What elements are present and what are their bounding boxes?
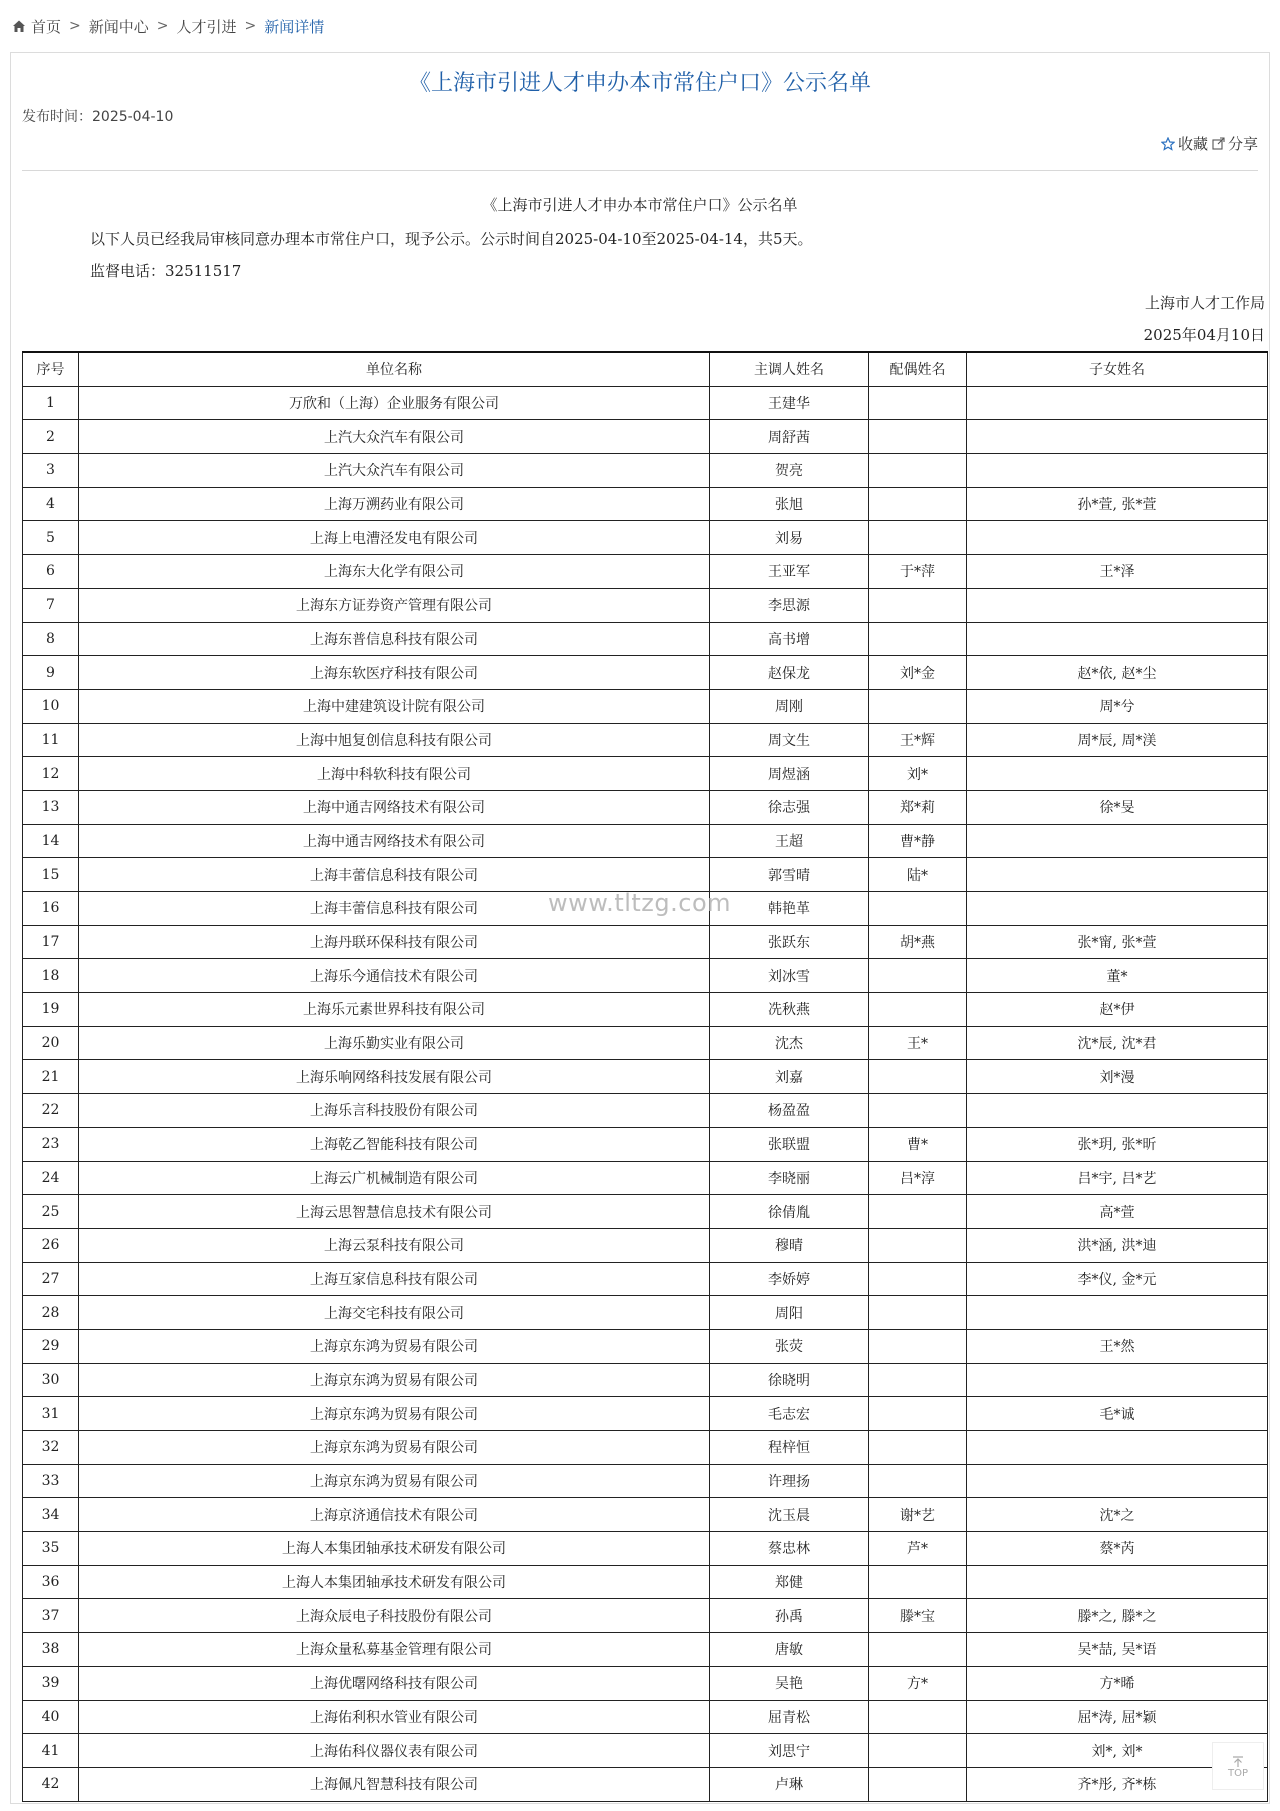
cell-children: 齐*彤, 齐*栋 (967, 1767, 1268, 1801)
table-row (23, 1094, 1268, 1128)
cell-children (967, 1431, 1268, 1465)
cell-applicant: 王建华 (710, 386, 869, 420)
back-to-top-label: TOP (1227, 1767, 1248, 1779)
talent-list-table (22, 351, 1268, 1802)
cell-children (967, 1094, 1268, 1128)
cell-children (967, 858, 1268, 892)
cell-applicant: 唐敏 (710, 1633, 869, 1667)
cell-children (967, 824, 1268, 858)
cell-spouse: 曹* (869, 1127, 967, 1161)
table-row (23, 1296, 1268, 1330)
cell-index: 17 (23, 925, 79, 959)
cell-children: 董* (967, 959, 1268, 993)
cell-index: 36 (23, 1565, 79, 1599)
cell-children (967, 1296, 1268, 1330)
cell-children (967, 1363, 1268, 1397)
cell-children: 滕*之, 滕*之 (967, 1599, 1268, 1633)
cell-spouse (869, 588, 967, 622)
table-row (23, 689, 1268, 723)
table-row (23, 588, 1268, 622)
cell-children (967, 1464, 1268, 1498)
cell-children: 沈*辰, 沈*君 (967, 1026, 1268, 1060)
cell-index: 38 (23, 1633, 79, 1667)
table-row (23, 1464, 1268, 1498)
cell-applicant: 周舒茜 (710, 420, 869, 454)
cell-applicant: 刘嘉 (710, 1060, 869, 1094)
cell-applicant: 韩艳革 (710, 892, 869, 926)
cell-index: 35 (23, 1532, 79, 1566)
cell-company: 上海京东鸿为贸易有限公司 (79, 1464, 710, 1498)
cell-company: 上海乐元素世界科技有限公司 (79, 993, 710, 1027)
cell-company: 上海佑利积水管业有限公司 (79, 1700, 710, 1734)
cell-company: 上海东方证券资产管理有限公司 (79, 588, 710, 622)
cell-index: 26 (23, 1228, 79, 1262)
cell-applicant: 吴艳 (710, 1666, 869, 1700)
cell-applicant: 李娇婷 (710, 1262, 869, 1296)
cell-applicant: 刘易 (710, 521, 869, 555)
cell-children (967, 386, 1268, 420)
table-row (23, 487, 1268, 521)
cell-applicant: 王超 (710, 824, 869, 858)
cell-applicant: 沈杰 (710, 1026, 869, 1060)
cell-children: 刘*漫 (967, 1060, 1268, 1094)
breadcrumb-home[interactable]: 首页 (31, 17, 62, 36)
cell-index: 6 (23, 555, 79, 589)
cell-company: 上汽大众汽车有限公司 (79, 454, 710, 488)
cell-index: 14 (23, 824, 79, 858)
cell-children (967, 420, 1268, 454)
table-row (23, 656, 1268, 690)
cell-children (967, 521, 1268, 555)
cell-index: 31 (23, 1397, 79, 1431)
table-row (23, 1060, 1268, 1094)
cell-spouse (869, 1195, 967, 1229)
notice-date: 2025年04月10日 (1143, 326, 1265, 344)
cell-applicant: 周文生 (710, 723, 869, 757)
cell-applicant: 沈玉晨 (710, 1498, 869, 1532)
cell-applicant: 郑健 (710, 1565, 869, 1599)
cell-children: 王*泽 (967, 555, 1268, 589)
cell-company: 上海乐言科技股份有限公司 (79, 1094, 710, 1128)
cell-index: 39 (23, 1666, 79, 1700)
cell-applicant: 周煜涵 (710, 757, 869, 791)
cell-applicant: 徐晓明 (710, 1363, 869, 1397)
cell-children: 屈*涛, 屈*颖 (967, 1700, 1268, 1734)
header-spouse: 配偶姓名 (869, 352, 967, 386)
cell-index: 15 (23, 858, 79, 892)
cell-company: 上海中科软科技有限公司 (79, 757, 710, 791)
cell-spouse (869, 521, 967, 555)
header-applicant: 主调人姓名 (710, 352, 869, 386)
table-row (23, 1397, 1268, 1431)
cell-index: 12 (23, 757, 79, 791)
cell-index: 7 (23, 588, 79, 622)
cell-spouse: 滕*宝 (869, 1599, 967, 1633)
table-row (23, 1228, 1268, 1262)
table-row (23, 1363, 1268, 1397)
notice-title: 《上海市引进人才申办本市常住户口》公示名单 (482, 196, 798, 214)
cell-company: 上海交宅科技有限公司 (79, 1296, 710, 1330)
cell-spouse (869, 1397, 967, 1431)
table-row (23, 1161, 1268, 1195)
cell-index: 41 (23, 1734, 79, 1768)
arrow-up-icon (1231, 1754, 1245, 1768)
cell-index: 24 (23, 1161, 79, 1195)
cell-applicant: 孙禹 (710, 1599, 869, 1633)
cell-index: 29 (23, 1329, 79, 1363)
cell-index: 1 (23, 386, 79, 420)
cell-spouse (869, 1431, 967, 1465)
table-row (23, 1329, 1268, 1363)
cell-index: 33 (23, 1464, 79, 1498)
notice-intro: 以下人员已经我局审核同意办理本市常住户口，现予公示。公示时间自2025-04-10至2025-04-14，共5天。 (90, 230, 813, 248)
cell-index: 25 (23, 1195, 79, 1229)
header-index: 序号 (23, 352, 79, 386)
cell-index: 11 (23, 723, 79, 757)
cell-company: 上海中旭复创信息科技有限公司 (79, 723, 710, 757)
cell-spouse (869, 1633, 967, 1667)
cell-applicant: 刘冰雪 (710, 959, 869, 993)
cell-index: 20 (23, 1026, 79, 1060)
cell-spouse (869, 487, 967, 521)
table-row (23, 1767, 1268, 1801)
cell-spouse (869, 1700, 967, 1734)
cell-company: 上海上电漕泾发电有限公司 (79, 521, 710, 555)
cell-company: 上海互家信息科技有限公司 (79, 1262, 710, 1296)
cell-applicant: 程梓恒 (710, 1431, 869, 1465)
cell-company: 上海中通吉网络技术有限公司 (79, 790, 710, 824)
cell-spouse (869, 420, 967, 454)
cell-spouse (869, 1094, 967, 1128)
cell-index: 22 (23, 1094, 79, 1128)
cell-spouse: 方* (869, 1666, 967, 1700)
cell-children: 洪*涵, 洪*迪 (967, 1228, 1268, 1262)
cell-spouse: 王* (869, 1026, 967, 1060)
cell-spouse (869, 1767, 967, 1801)
cell-company: 上海丹联环保科技有限公司 (79, 925, 710, 959)
chevron-right-icon: > (156, 18, 169, 34)
cell-company: 上海东软医疗科技有限公司 (79, 656, 710, 690)
cell-company: 上海乐勤实业有限公司 (79, 1026, 710, 1060)
cell-company: 上海京东鸿为贸易有限公司 (79, 1363, 710, 1397)
favorite-button[interactable] (1161, 133, 1208, 154)
cell-applicant: 毛志宏 (710, 1397, 869, 1431)
cell-spouse (869, 1262, 967, 1296)
table-row (23, 1700, 1268, 1734)
table-row (23, 622, 1268, 656)
cell-children: 蔡*芮 (967, 1532, 1268, 1566)
cell-spouse: 芦* (869, 1532, 967, 1566)
divider (22, 170, 1258, 171)
cell-index: 10 (23, 689, 79, 723)
share-button[interactable] (1212, 133, 1258, 154)
table-row (23, 1498, 1268, 1532)
cell-spouse: 陆* (869, 858, 967, 892)
cell-applicant: 李晓丽 (710, 1161, 869, 1195)
cell-spouse: 王*辉 (869, 723, 967, 757)
cell-index: 34 (23, 1498, 79, 1532)
cell-company: 上海中通吉网络技术有限公司 (79, 824, 710, 858)
table-row (23, 1532, 1268, 1566)
cell-company: 上海京东鸿为贸易有限公司 (79, 1329, 710, 1363)
cell-children: 吕*宇, 吕*艺 (967, 1161, 1268, 1195)
cell-index: 30 (23, 1363, 79, 1397)
table-row (23, 993, 1268, 1027)
cell-company: 上海众量私募基金管理有限公司 (79, 1633, 710, 1667)
cell-index: 32 (23, 1431, 79, 1465)
cell-index: 3 (23, 454, 79, 488)
cell-spouse: 刘* (869, 757, 967, 791)
cell-applicant: 李思源 (710, 588, 869, 622)
cell-applicant: 郭雪晴 (710, 858, 869, 892)
table-row (23, 1599, 1268, 1633)
cell-children (967, 757, 1268, 791)
cell-children: 张*甯, 张*萱 (967, 925, 1268, 959)
cell-index: 16 (23, 892, 79, 926)
table-row (23, 925, 1268, 959)
cell-company: 上海乾乙智能科技有限公司 (79, 1127, 710, 1161)
cell-index: 28 (23, 1296, 79, 1330)
cell-applicant: 贺亮 (710, 454, 869, 488)
cell-spouse: 刘*金 (869, 656, 967, 690)
cell-index: 42 (23, 1767, 79, 1801)
cell-children: 张*玥, 张*昕 (967, 1127, 1268, 1161)
cell-spouse (869, 386, 967, 420)
cell-children (967, 588, 1268, 622)
cell-applicant: 高书增 (710, 622, 869, 656)
cell-children: 王*然 (967, 1329, 1268, 1363)
cell-company: 上海京东鸿为贸易有限公司 (79, 1397, 710, 1431)
cell-children: 赵*伊 (967, 993, 1268, 1027)
cell-spouse (869, 454, 967, 488)
table-row (23, 555, 1268, 589)
table-row (23, 1127, 1268, 1161)
table-row (23, 959, 1268, 993)
cell-company: 上海云广机械制造有限公司 (79, 1161, 710, 1195)
cell-children: 方*晞 (967, 1666, 1268, 1700)
cell-applicant: 卢琳 (710, 1767, 869, 1801)
cell-applicant: 张跃东 (710, 925, 869, 959)
table-row (23, 858, 1268, 892)
cell-spouse (869, 1363, 967, 1397)
chevron-right-icon: > (69, 18, 81, 34)
cell-children (967, 1565, 1268, 1599)
cell-children: 赵*依, 赵*尘 (967, 656, 1268, 690)
cell-company: 上海众辰电子科技股份有限公司 (79, 1599, 710, 1633)
cell-applicant: 刘思宁 (710, 1734, 869, 1768)
cell-applicant: 王亚军 (710, 555, 869, 589)
breadcrumb-talent[interactable]: 人才引进 (176, 17, 237, 36)
cell-company: 上海人本集团轴承技术研发有限公司 (79, 1565, 710, 1599)
cell-company: 上海云思智慧信息技术有限公司 (79, 1195, 710, 1229)
cell-index: 9 (23, 656, 79, 690)
cell-company: 上海人本集团轴承技术研发有限公司 (79, 1532, 710, 1566)
header-children: 子女姓名 (967, 352, 1268, 386)
table-row (23, 723, 1268, 757)
cell-spouse (869, 1296, 967, 1330)
home-icon[interactable] (12, 19, 26, 33)
header-company: 单位名称 (79, 352, 710, 386)
cell-applicant: 屈青松 (710, 1700, 869, 1734)
cell-index: 19 (23, 993, 79, 1027)
cell-company: 上海乐响网络科技发展有限公司 (79, 1060, 710, 1094)
cell-applicant: 赵保龙 (710, 656, 869, 690)
cell-spouse (869, 892, 967, 926)
table-row (23, 1633, 1268, 1667)
cell-index: 40 (23, 1700, 79, 1734)
cell-company: 上海优曙网络科技有限公司 (79, 1666, 710, 1700)
cell-index: 21 (23, 1060, 79, 1094)
cell-spouse (869, 1565, 967, 1599)
notice-phone: 监督电话：32511517 (90, 262, 242, 280)
breadcrumb-news-detail[interactable]: 新闻详情 (264, 17, 325, 36)
cell-company: 上海万溯药业有限公司 (79, 487, 710, 521)
chevron-right-icon: > (244, 18, 257, 34)
cell-spouse (869, 1329, 967, 1363)
back-to-top-button[interactable] (1212, 1742, 1264, 1790)
cell-company: 上汽大众汽车有限公司 (79, 420, 710, 454)
breadcrumb-news-center[interactable]: 新闻中心 (88, 17, 149, 36)
cell-spouse: 曹*静 (869, 824, 967, 858)
cell-applicant: 徐志强 (710, 790, 869, 824)
table-row (23, 420, 1268, 454)
cell-spouse: 于*萍 (869, 555, 967, 589)
cell-applicant: 许理扬 (710, 1464, 869, 1498)
table-row (23, 521, 1268, 555)
publish-date: 发布时间：2025-04-10 (22, 109, 174, 125)
share-label: 分享 (1227, 135, 1258, 153)
cell-applicant: 穆晴 (710, 1228, 869, 1262)
cell-applicant: 杨盈盈 (710, 1094, 869, 1128)
cell-index: 13 (23, 790, 79, 824)
cell-spouse (869, 959, 967, 993)
cell-company: 上海丰蕾信息科技有限公司 (79, 892, 710, 926)
cell-children: 刘*, 刘* (967, 1734, 1268, 1768)
cell-index: 27 (23, 1262, 79, 1296)
cell-spouse (869, 689, 967, 723)
cell-spouse (869, 993, 967, 1027)
cell-company: 万欣和（上海）企业服务有限公司 (79, 386, 710, 420)
cell-company: 上海东大化学有限公司 (79, 555, 710, 589)
cell-children: 孙*萱, 张*萱 (967, 487, 1268, 521)
cell-children: 周*辰, 周*渼 (967, 723, 1268, 757)
cell-company: 上海佩凡智慧科技有限公司 (79, 1767, 710, 1801)
cell-company: 上海中建建筑设计院有限公司 (79, 689, 710, 723)
cell-children: 高*萱 (967, 1195, 1268, 1229)
cell-children: 周*兮 (967, 689, 1268, 723)
cell-company: 上海京济通信技术有限公司 (79, 1498, 710, 1532)
cell-spouse (869, 622, 967, 656)
cell-spouse (869, 1060, 967, 1094)
cell-spouse: 胡*燕 (869, 925, 967, 959)
cell-index: 23 (23, 1127, 79, 1161)
table-row (23, 1734, 1268, 1768)
table-row (23, 1565, 1268, 1599)
cell-spouse (869, 1228, 967, 1262)
cell-spouse: 谢*艺 (869, 1498, 967, 1532)
cell-index: 8 (23, 622, 79, 656)
cell-children (967, 622, 1268, 656)
article-tools (1157, 133, 1258, 154)
cell-spouse: 吕*淳 (869, 1161, 967, 1195)
cell-company: 上海佑科仪器仪表有限公司 (79, 1734, 710, 1768)
table-row (23, 790, 1268, 824)
cell-applicant: 张联盟 (710, 1127, 869, 1161)
table-row (23, 1666, 1268, 1700)
cell-spouse: 郑*莉 (869, 790, 967, 824)
cell-index: 37 (23, 1599, 79, 1633)
cell-company: 上海东普信息科技有限公司 (79, 622, 710, 656)
cell-index: 2 (23, 420, 79, 454)
cell-applicant: 周刚 (710, 689, 869, 723)
cell-spouse (869, 1734, 967, 1768)
table-row (23, 824, 1268, 858)
cell-applicant: 冼秋燕 (710, 993, 869, 1027)
share-icon (1212, 137, 1225, 150)
table-row (23, 1195, 1268, 1229)
notice-issuer: 上海市人才工作局 (1144, 294, 1265, 312)
cell-company: 上海京东鸿为贸易有限公司 (79, 1431, 710, 1465)
breadcrumb (12, 14, 324, 38)
favorite-label: 收藏 (1177, 135, 1208, 153)
watermark: www.tltzg.com (548, 889, 732, 917)
cell-children: 徐*旻 (967, 790, 1268, 824)
table-row (23, 454, 1268, 488)
star-icon (1161, 137, 1175, 151)
table-row (23, 757, 1268, 791)
table-row (23, 1026, 1268, 1060)
cell-children: 吴*喆, 吴*语 (967, 1633, 1268, 1667)
table-header-row (23, 352, 1268, 386)
cell-index: 4 (23, 487, 79, 521)
cell-index: 18 (23, 959, 79, 993)
cell-applicant: 周阳 (710, 1296, 869, 1330)
cell-spouse (869, 1464, 967, 1498)
cell-children (967, 454, 1268, 488)
cell-children: 沈*之 (967, 1498, 1268, 1532)
cell-applicant: 张旭 (710, 487, 869, 521)
cell-applicant: 张荧 (710, 1329, 869, 1363)
cell-company: 上海丰蕾信息科技有限公司 (79, 858, 710, 892)
table-row (23, 1262, 1268, 1296)
cell-applicant: 徐倩胤 (710, 1195, 869, 1229)
cell-children: 毛*诚 (967, 1397, 1268, 1431)
cell-children (967, 892, 1268, 926)
cell-company: 上海乐今通信技术有限公司 (79, 959, 710, 993)
cell-index: 5 (23, 521, 79, 555)
table-row (23, 1431, 1268, 1465)
cell-applicant: 蔡忠林 (710, 1532, 869, 1566)
table-row (23, 386, 1268, 420)
cell-company: 上海云泵科技有限公司 (79, 1228, 710, 1262)
page-title: 《上海市引进人才申办本市常住户口》公示名单 (408, 71, 871, 96)
cell-children: 李*仪, 金*元 (967, 1262, 1268, 1296)
